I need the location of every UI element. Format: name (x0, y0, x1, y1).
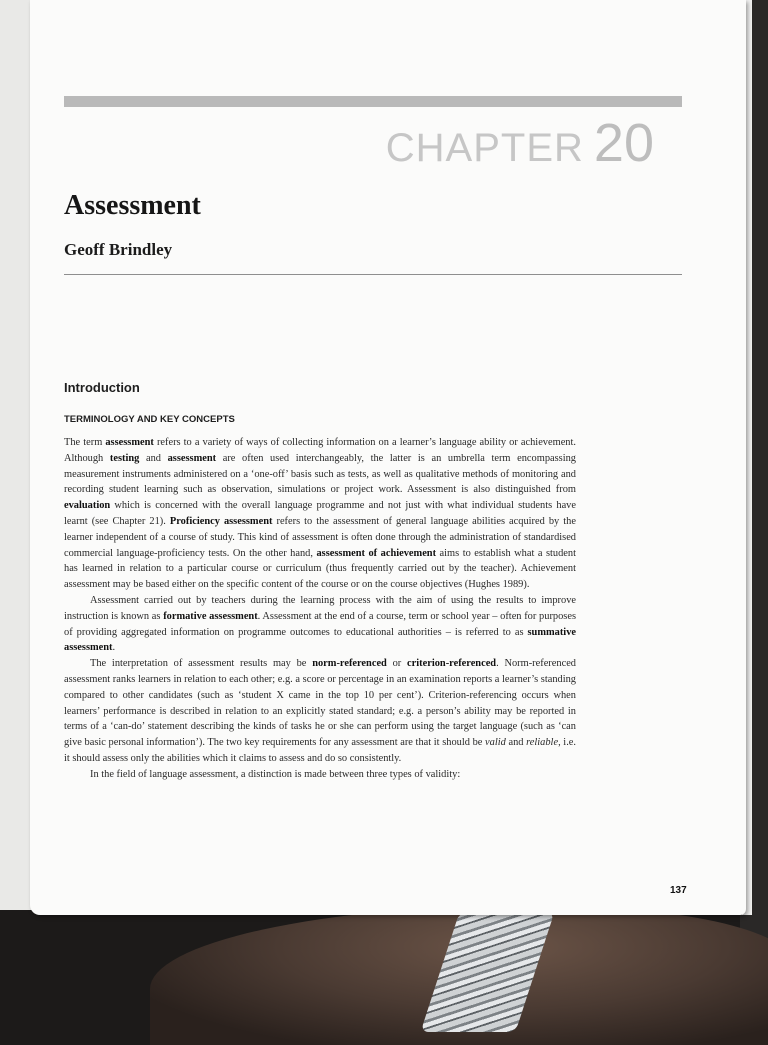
text-run: . (112, 642, 116, 654)
text-run: The term (64, 437, 106, 448)
text-run: are often used interchangeably, the latter is an umbrella term encompassing measurement instruments administered on a ‘one-off’ basis such as tests, as well as qualitative methods of monitoring and recording student learning such as observation, simulations or project work. Assessment is also distinguished from (64, 452, 576, 496)
text-run: which is concerned with the overall language programme and not just with what individual students have learnt (see Chapter 21). (64, 500, 576, 527)
text-run: . Norm-referenced assessment ranks learners in relation to each other; e.g. a score or percentage in an examination reports a learner’s standing compared to other candidates (such as ‘student X came in the top 10 per cent’). Criterion-referencing occurs when learners’ performance is described in relation to an explicitly stated standard; e.g. a person’s ability may be reported in terms of a ‘can-do’ statement describing the kinds of tasks he or she can perform using the target language (such as ‘can give basic personal information’). The two key requirements for any assessment are that it should be (64, 658, 576, 749)
key-term: assessment (105, 437, 154, 448)
key-term: testing (109, 452, 140, 464)
chapter-title: Assessment (64, 190, 201, 221)
text-run: and (139, 452, 168, 464)
text-run: refers to the assessment of general language abilities acquired by the learner independent of a course of study. This kind of assessment is often done through the administration of standardised commercial language-proficiency tests. On the other hand, (64, 515, 576, 559)
key-term: formative assessment (163, 610, 258, 622)
chapter-heading (386, 112, 654, 174)
text-run: In the field of language assessment, a distinction is made between three types of validity: (90, 768, 461, 780)
text-run: aims to establish what a student has learned in relation to a particular course or curriculum (thus frequently carried out by the teacher). Achievement assessment may be based either on the specific content of the course or on the course objectives (Hughes 1989). (64, 547, 576, 591)
text-run: The interpretation of assessment results may be (90, 658, 313, 670)
paragraph (64, 593, 576, 656)
body-text (64, 435, 576, 783)
key-term: criterion-referenced (407, 658, 497, 670)
key-term: Proficiency assessment (169, 515, 273, 527)
paragraph (64, 656, 576, 767)
facing-page-edge (0, 0, 34, 910)
key-term: summative assessment (64, 626, 576, 654)
chapter-word: CHAPTER (385, 126, 584, 170)
paragraph (64, 435, 576, 593)
paragraph (64, 767, 576, 783)
chapter-header-bar (64, 96, 682, 107)
key-term: assessment of achievement (316, 547, 437, 559)
text-run: or (386, 658, 408, 670)
text-run: Assessment carried out by teachers during the learning process with the aim of using the results to improve instruction is known as (64, 594, 576, 622)
key-term: evaluation (64, 500, 111, 512)
subsection-heading: TERMINOLOGY AND KEY CONCEPTS (64, 414, 235, 425)
emphasis: reliable (526, 737, 559, 749)
author-name: Geoff Brindley (64, 240, 173, 259)
text-run: . Assessment at the end of a course, term or school year – often for purposes of providing aggregated information on programme outcomes to educational authorities – is referred to as (64, 610, 576, 638)
text-run: and (505, 737, 527, 749)
book-page (30, 0, 746, 915)
section-heading: Introduction (64, 380, 140, 395)
key-term: assessment (167, 452, 217, 464)
key-term: norm-referenced (312, 658, 387, 670)
chapter-number: 20 (593, 113, 654, 173)
page-number: 137 (670, 885, 687, 896)
text-run: refers to a variety of ways of collecting information on a learner’s language ability or achievement. Although (64, 437, 576, 464)
title-divider (64, 274, 682, 275)
emphasis: valid (485, 737, 506, 749)
text-run: , i.e. it should assess only the abilities which it claims to assess and do so consistently. (64, 737, 577, 764)
